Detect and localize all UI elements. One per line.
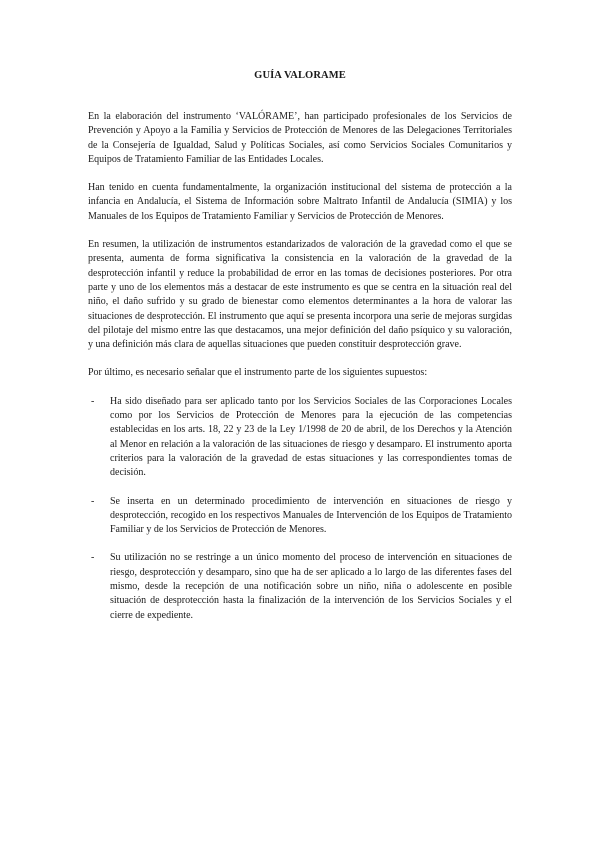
document-title: GUÍA VALORAME xyxy=(254,70,346,81)
list-item xyxy=(88,395,512,481)
list-dash: - xyxy=(91,395,95,407)
paragraph-assumptions-intro: Por último, es necesario señalar que el instrumento parte de los siguientes supuestos: xyxy=(88,367,428,379)
paragraph-summary: En resumen, la utilización de instrumentos estandarizados de valoración de la gravedad como el que se presenta, aumenta de forma significativa la consistencia en la valoración de la gravedad de la desprotección infantil y reduce la probabilidad de error en las tomas de decisiones posteriores. Por otra parte y uno de los elementos más a destacar de este instrumento es que se centra en la situación real del niño, el daño sufrido y su grado de bienestar como elementos determinantes a la hora de valorar las situaciones de desprotección. El instrumento que aquí se presenta incorpora una serie de mejoras surgidas del pilotaje del mismo entre las que destacamos, una mejor definición del daño psíquico y su valoración, y una definición más clara de aquellas situaciones que pueden constituir desprotección grave. xyxy=(88,239,512,351)
list-item-text: Ha sido diseñado para ser aplicado tanto por los Servicios Sociales de las Corporaciones Locales como por los Servicios de Protección de Menores para la ejecución de las competencias establecidas en los arts. 18, 22 y 23 de la Ley 1/1998 de 20 de abril, de los Derechos y la Atención al Menor en relación a la valoración de las situaciones de riesgo y desamparo. El instrumento aporta criterios para la valoración de la gravedad de estas situaciones y las correspondientes tomas de decisión. xyxy=(110,395,512,479)
document-page xyxy=(88,70,512,637)
paragraph-context: Han tenido en cuenta fundamentalmente, la organización institucional del sistema de protección a la infancia en Andalucía, el Sistema de Información sobre Maltrato Infantil de Andalucía (SIMIA) y los Manuales de los Equipos de Tratamiento Familiar y Servicios de Protección de Menores. xyxy=(88,182,512,222)
paragraph-participants: En la elaboración del instrumento ‘VALÓRAME’, han participado profesionales de los Servicios de Prevención y Apoyo a la Familia y Servicios de Protección de Menores de las Delegaciones Territoriales de la Consejería de Igualdad, Salud y Políticas Sociales, así como Servicios Sociales Comunitarios y Equipos de Tratamiento Familiar de las Entidades Locales. xyxy=(88,111,512,165)
list-item-text: Se inserta en un determinado procedimiento de intervención en situaciones de riesgo y desprotección, recogido en los respectivos Manuales de Intervención de los Equipos de Tratamiento Familiar y de los Servicios de Protección de Menores. xyxy=(110,495,512,536)
list-item-text: Su utilización no se restringe a un único momento del proceso de intervención en situaciones de riesgo, desprotección y desamparo, sino que ha de ser aplicado a lo largo de las diferentes fases del mismo, desde la recepción de una notificación sobre un niño, niña o adolescente en posible situación de desprotección hasta la finalización de la intervención de los Servicios Sociales y el cierre de expediente. xyxy=(110,552,512,621)
list-item xyxy=(88,495,512,538)
assumptions-list xyxy=(88,395,512,623)
list-dash: - xyxy=(91,552,95,564)
list-item xyxy=(88,551,512,622)
list-dash: - xyxy=(91,495,95,507)
